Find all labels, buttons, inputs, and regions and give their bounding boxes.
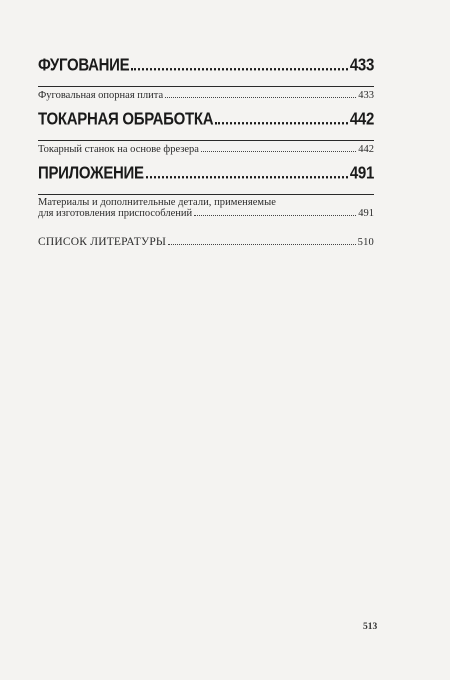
- section-heading-page: 433: [349, 55, 374, 75]
- dot-leader: [165, 97, 356, 98]
- section-heading-page: 442: [349, 109, 374, 129]
- toc-section-appendix: [38, 163, 374, 183]
- toc-entry: [38, 90, 374, 101]
- section-heading-title: ФУГОВАНИЕ: [38, 55, 130, 75]
- toc-entry-block: [38, 144, 374, 155]
- toc-entry-page: 491: [358, 208, 374, 219]
- toc-section-turning: [38, 109, 374, 129]
- toc-entry-block: [38, 90, 374, 101]
- section-heading: [38, 109, 374, 129]
- toc-entry-block: [38, 197, 374, 219]
- dot-leader: [215, 122, 348, 124]
- toc-entry-title-line2: для изготовления приспособлений: [38, 208, 193, 219]
- toc-entry-title-line1: Материалы и дополнительные детали, применяемые: [38, 197, 276, 208]
- toc-entry: [38, 144, 374, 155]
- dot-leader: [168, 244, 355, 245]
- section-heading: [38, 163, 374, 183]
- toc-entry-page: 433: [358, 90, 374, 101]
- page-number: 513: [363, 622, 378, 632]
- toc-entry-title: Токарный станок на основе фрезера: [38, 144, 199, 155]
- dot-leader: [146, 176, 348, 178]
- section-heading-title: ПРИЛОЖЕНИЕ: [38, 163, 144, 183]
- dot-leader: [131, 68, 347, 70]
- dot-leader: [201, 151, 356, 152]
- section-heading: [38, 55, 374, 75]
- bibliography-title: СПИСОК ЛИТЕРАТУРЫ: [38, 236, 167, 248]
- dot-leader: [194, 215, 356, 216]
- toc-entry-bibliography: [38, 236, 374, 248]
- section-rule: [38, 194, 374, 195]
- section-heading-page: 491: [349, 163, 374, 183]
- section-rule: [38, 86, 374, 87]
- toc-entry-page: 442: [358, 144, 374, 155]
- bibliography-page: 510: [357, 237, 374, 248]
- toc-entry-title: Фуговальная опорная плита: [38, 90, 164, 101]
- section-rule: [38, 140, 374, 141]
- toc-section-jointing: [38, 55, 374, 75]
- toc-entry: [38, 208, 374, 219]
- section-heading-title: ТОКАРНАЯ ОБРАБОТКА: [38, 109, 214, 129]
